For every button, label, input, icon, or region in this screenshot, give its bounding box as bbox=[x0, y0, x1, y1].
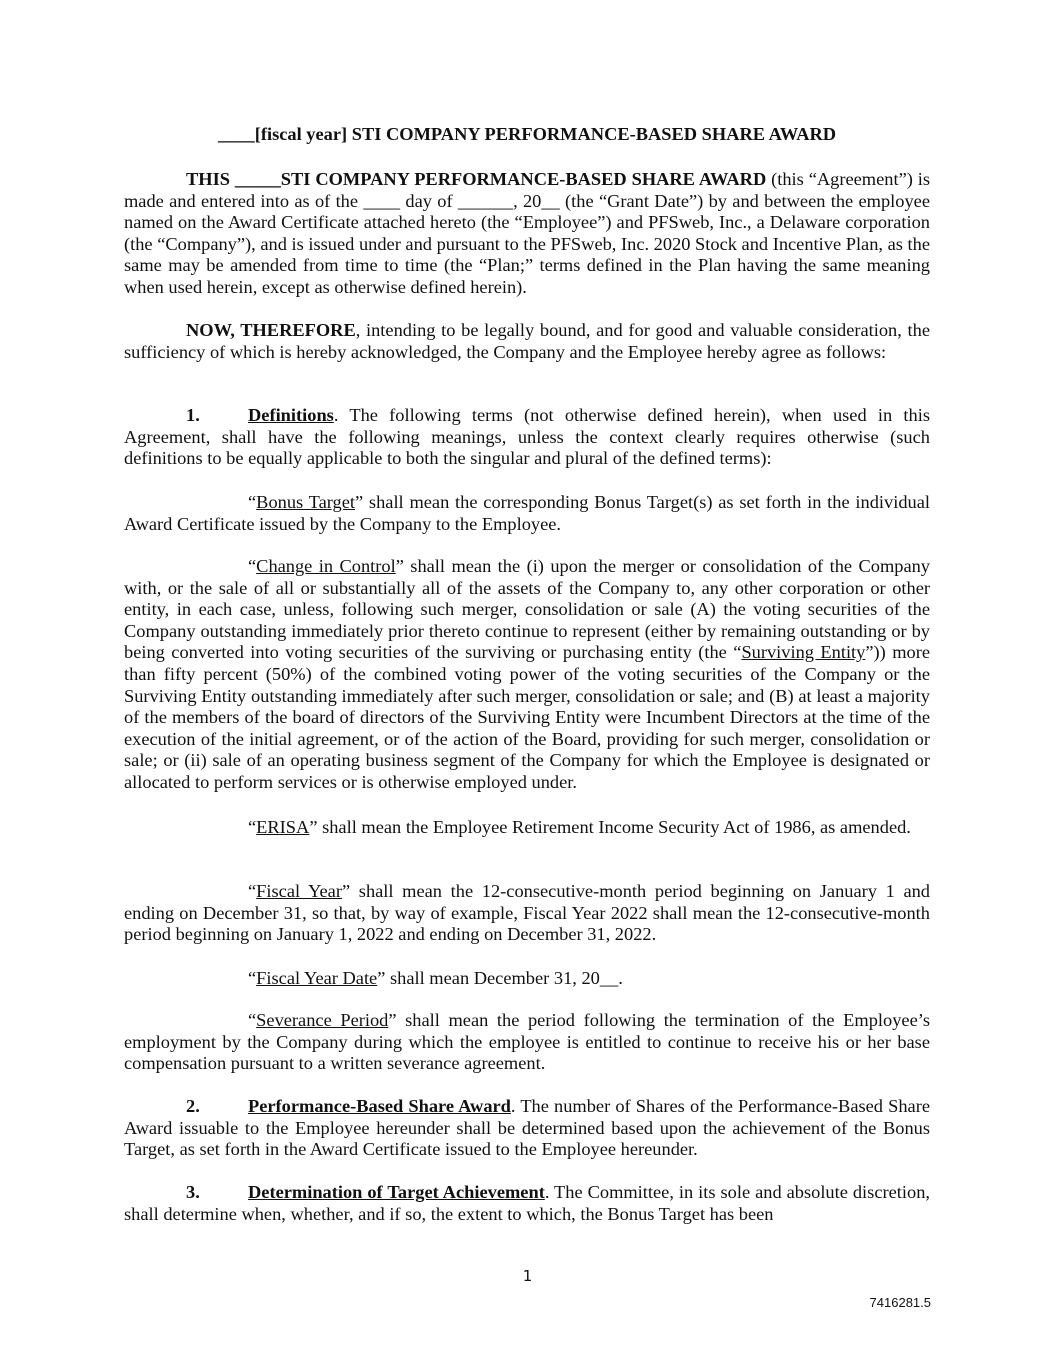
section-number: 3. bbox=[186, 1182, 200, 1202]
section-1 bbox=[124, 405, 930, 470]
section-2 bbox=[124, 1096, 930, 1161]
defined-term: Bonus Target bbox=[256, 492, 355, 512]
now-therefore-paragraph bbox=[124, 320, 930, 363]
definition-bonus-target bbox=[124, 492, 930, 535]
page-number: 1 bbox=[522, 1267, 533, 1285]
quote: “ bbox=[248, 1010, 257, 1030]
definition-text: ” shall mean the corresponding Bonus Target(s) as set forth in the individual Award Certificate issued by the Company to the Employee. bbox=[124, 492, 930, 534]
section-number: 2. bbox=[186, 1096, 200, 1116]
defined-term: Severance Period bbox=[256, 1010, 389, 1030]
definition-severance-period bbox=[124, 1010, 930, 1075]
section-heading: Determination of Target Achievement bbox=[248, 1182, 545, 1202]
intro-paragraph bbox=[124, 169, 930, 299]
definition-text: ” shall mean the 12-consecutive-month period beginning on January 1 and ending on December 31, so that, by way of example, Fiscal Year 2022 shall mean the 12-consecutive-month period beginning on January 1, 2022 and ending on December 31, 2022. bbox=[124, 881, 931, 945]
defined-term: Change in Control bbox=[256, 556, 396, 576]
defined-term: ERISA bbox=[256, 817, 310, 837]
definition-text: ” shall mean the (i) upon the merger or consolidation of the Company with, or the sale of all or substantially all of the assets of the Company to, any other corporation or other entity, in each case, unless, following such merger, consolidation or sale (A) the voting securities of the Company outstanding immediately prior thereto continue to represent (either by remaining outstanding or by being converted into voting securities of the surviving or purchasing entity (the “ bbox=[124, 556, 930, 663]
quote: “ bbox=[248, 817, 257, 837]
document-title: ____[fiscal year] STI COMPANY PERFORMANCE-BASED SHARE AWARD bbox=[217, 124, 837, 144]
defined-term-surviving-entity: Surviving Entity bbox=[741, 642, 866, 663]
definition-text: ” shall mean December 31, 20__. bbox=[377, 968, 623, 988]
intro-text: (this “Agreement”) is made and entered into as of the ____ day of ______, 20__ (the “Grant Date”) by and between the employee named on the Award Certificate attached hereto (the “Employee”) and PFSweb, Inc., a Delaware corporation (the “Company”), and is issued under and pursuant to the PFSweb, Inc. 2020 Stock and Incentive Plan, as the same may be amended from time to time (the “Plan;” terms defined in the Plan having the same meaning when used herein, except as otherwise defined herein). bbox=[124, 169, 930, 297]
section-text: . The following terms (not otherwise defined herein), when used in this Agreement, shall have the following meanings, unless the context clearly requires otherwise (such definitions to be equally applicable to both the singular and plural of the defined terms): bbox=[124, 405, 930, 469]
quote: “ bbox=[248, 881, 257, 901]
definition-fiscal-year bbox=[124, 881, 930, 946]
defined-term: Fiscal Year Date bbox=[256, 968, 378, 988]
quote: “ bbox=[248, 492, 257, 512]
quote: “ bbox=[248, 556, 257, 576]
section-heading: Performance-Based Share Award bbox=[248, 1096, 511, 1116]
now-text: , intending to be legally bound, and for good and valuable consideration, the sufficiency of which is hereby acknowledged, the Company and the Employee hereby agree as follows: bbox=[124, 320, 930, 362]
section-text: . The number of Shares of the Performance-Based Share Award issuable to the Employee hereunder shall be determined based upon the achievement of the Bonus Target, as set forth in the Award Certificate issued to the Employee hereunder. bbox=[124, 1096, 930, 1160]
defined-term: Fiscal Year bbox=[256, 881, 342, 901]
quote: “ bbox=[248, 968, 257, 988]
section-number: 1. bbox=[186, 405, 200, 425]
definition-text: ”)) more than fifty percent (50%) of the combined voting power of the voting securities of the Company or the Surviving Entity outstanding immediately after such merger, consolidation or sale; and (B) at least a majority of the members of the board of directors of the Surviving Entity were Incumbent Directors at the time of the execution of the initial agreement, or of the action of the Board, providing for such merger, consolidation or sale; or (ii) sale of an operating business segment of the Company for which the Employee is designated or allocated to perform services or is otherwise employed under. bbox=[124, 642, 930, 792]
definition-fiscal-year-date bbox=[124, 968, 930, 990]
now-lead: NOW, THEREFORE bbox=[186, 320, 356, 340]
intro-lead: THIS _____STI COMPANY PERFORMANCE-BASED SHARE AWARD bbox=[186, 169, 767, 189]
section-3 bbox=[124, 1182, 930, 1225]
definition-change-in-control bbox=[124, 556, 930, 794]
definition-text: ” shall mean the period following the termination of the Employee’s employment by the Company during which the employee is entitled to continue to receive his or her base compensation pursuant to a written severance agreement. bbox=[124, 1010, 930, 1074]
document-id: 7416281.5 bbox=[869, 1295, 931, 1310]
section-heading: Definitions bbox=[248, 405, 334, 425]
section-text: . The Committee, in its sole and absolute discretion, shall determine when, whether, and if so, the extent to which, the Bonus Target has been bbox=[124, 1182, 930, 1224]
definition-erisa bbox=[124, 817, 930, 839]
definition-text: ” shall mean the Employee Retirement Income Security Act of 1986, as amended. bbox=[309, 817, 911, 837]
